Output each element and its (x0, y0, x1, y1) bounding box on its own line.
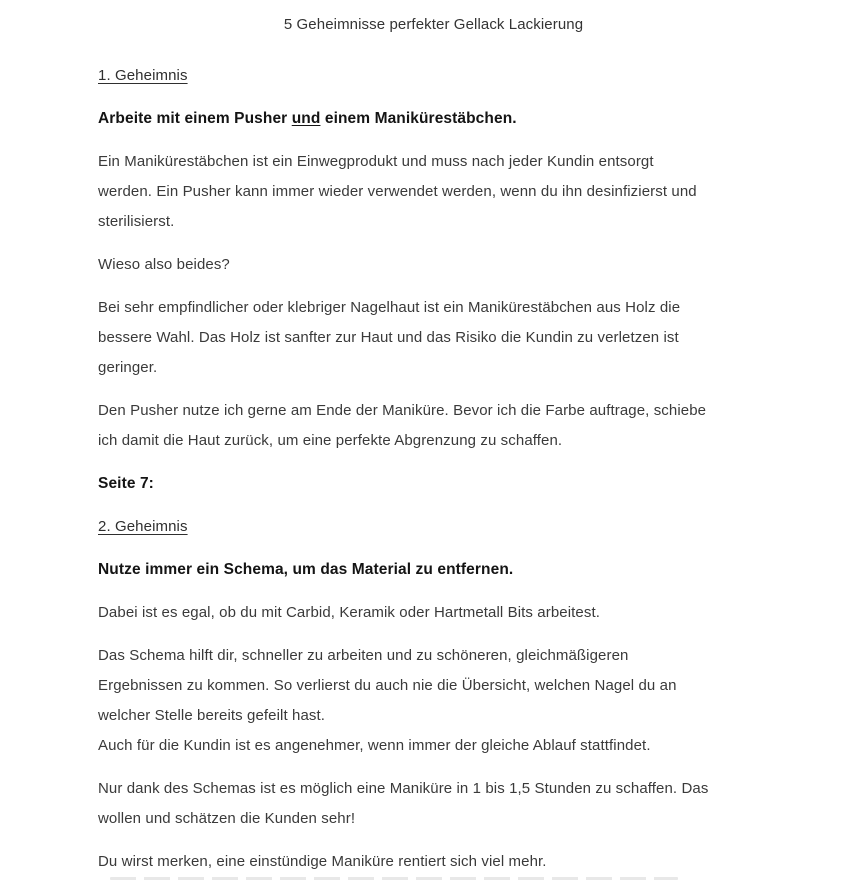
text-run: und (291, 110, 321, 127)
paragraph (98, 774, 769, 834)
paragraph (98, 641, 769, 761)
section-heading (98, 512, 769, 542)
clipped-text-remnant (110, 877, 678, 880)
text-run: Ein Manikürestäbchen ist ein Einwegprodukt und muss nach jeder Kundin entsorgt (98, 153, 654, 170)
paragraph (98, 396, 769, 456)
paragraph (98, 598, 769, 628)
bold-heading (98, 555, 769, 585)
text-run: Bei sehr empfindlicher oder klebriger Nagelhaut ist ein Manikürestäbchen aus Holz die (98, 299, 681, 316)
text-run: Wieso also beides? (98, 256, 230, 273)
text-run: Du wirst merken, eine einstündige Maniküre rentiert sich viel mehr. (98, 853, 547, 870)
document-body (98, 10, 769, 877)
text-run: Nur dank des Schemas ist es möglich eine Maniküre in 1 bis 1,5 Stunden zu schaffen. Das (98, 780, 709, 797)
text-run: bessere Wahl. Das Holz ist sanfter zur Haut und das Risiko die Kundin zu verletzen ist (98, 329, 679, 346)
paragraph (98, 847, 769, 877)
title (98, 10, 769, 40)
text-run: 5 Geheimnisse perfekter Gellack Lackierung (283, 16, 584, 33)
paragraph (98, 293, 769, 383)
bold-heading (98, 469, 769, 499)
text-run: werden. Ein Pusher kann immer wieder verwendet werden, wenn du ihn desinfizierst und (98, 183, 697, 200)
text-run: wollen und schätzen die Kunden sehr! (98, 810, 356, 827)
text-run: Arbeite mit einem Pusher (98, 110, 292, 127)
text-run: Den Pusher nutze ich gerne am Ende der Maniküre. Bevor ich die Farbe auftrage, schiebe (98, 402, 707, 419)
paragraph (98, 147, 769, 237)
text-run: Dabei ist es egal, ob du mit Carbid, Keramik oder Hartmetall Bits arbeitest. (98, 604, 600, 621)
text-run: ich damit die Haut zurück, um eine perfekte Abgrenzung zu schaffen. (98, 432, 563, 449)
text-run: sterilisierst. (98, 213, 175, 230)
text-run: Nutze immer ein Schema, um das Material zu entfernen. (98, 561, 514, 578)
paragraph (98, 250, 769, 280)
section-heading (98, 61, 769, 91)
text-run: Seite 7: (98, 475, 154, 492)
text-run: einem Manikürestäbchen. (320, 110, 517, 127)
text-run: geringer. (98, 359, 158, 376)
text-run: welcher Stelle bereits gefeilt hast. (98, 707, 326, 724)
text-run: Das Schema hilft dir, schneller zu arbeiten und zu schöneren, gleichmäßigeren (98, 647, 629, 664)
text-run: Ergebnissen zu kommen. So verlierst du auch nie die Übersicht, welchen Nagel du an (98, 677, 677, 694)
text-run: 2. Geheimnis (98, 518, 188, 535)
bold-heading (98, 104, 769, 134)
text-run: 1. Geheimnis (98, 67, 188, 84)
text-run: Auch für die Kundin ist es angenehmer, wenn immer der gleiche Ablauf stattfindet. (98, 737, 651, 754)
